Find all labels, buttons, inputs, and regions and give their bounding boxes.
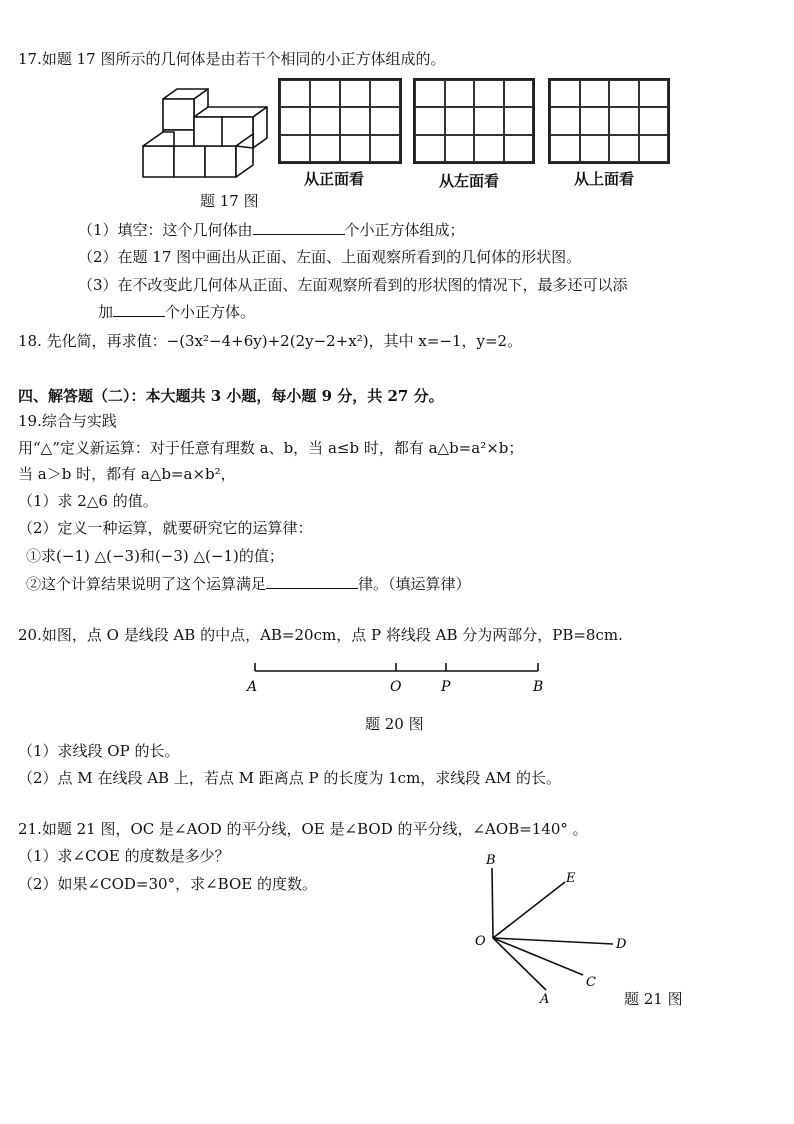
q21-label-b: B bbox=[486, 853, 496, 868]
q17-part1: （1）填空：这个几何体由 个小正方体组成； bbox=[78, 221, 465, 239]
q17-part2: （2）在题 17 图中画出从正面、左面、上面观察所看到的几何体的形状图。 bbox=[78, 248, 582, 266]
q21-part2: （2）如果∠COD=30°，求∠BOE 的度数。 bbox=[18, 875, 317, 893]
q17-answer-blank-2[interactable] bbox=[113, 302, 165, 317]
q17-part3: （3）在不改变此几何体从正面、左面观察所看到的形状图的情况下，最多还可以添 bbox=[78, 276, 628, 294]
q17-answer-blank-1[interactable] bbox=[253, 220, 345, 235]
q20-label-o: O bbox=[390, 679, 402, 695]
q21-label-o: O bbox=[475, 934, 486, 949]
q17-left-view-grid[interactable] bbox=[413, 78, 535, 164]
q17-top-view-label: 从上面看 bbox=[574, 170, 635, 188]
q21-label-e: E bbox=[566, 871, 576, 886]
q17-top-view-grid[interactable] bbox=[548, 78, 670, 164]
q20-part2: （2）点 M 在线段 AB 上，若点 M 距离点 P 的长度为 1cm，求线段 AM 的长。 bbox=[18, 769, 562, 787]
q20-label-p: P bbox=[441, 679, 451, 695]
q17-part3-cont: 加 个小正方体。 bbox=[98, 303, 256, 321]
q21-title: 21.如题 21 图，OC 是∠AOD 的平分线，OE 是∠BOD 的平分线，∠AOB=140° 。 bbox=[18, 820, 588, 838]
q17-figure-caption: 题 17 图 bbox=[200, 192, 259, 210]
q17-left-view-label: 从左面看 bbox=[439, 172, 500, 190]
q17-title: 17.如题 17 图所示的几何体是由若干个相同的小正方体组成的。 bbox=[18, 50, 446, 68]
q20-label-a: A bbox=[247, 679, 258, 695]
q19-part1: （1）求 2△6 的值。 bbox=[18, 492, 158, 510]
q19-title: 19.综合与实践 bbox=[18, 412, 117, 430]
q21-figure-caption: 题 21 图 bbox=[624, 990, 683, 1008]
q20-label-b: B bbox=[533, 679, 544, 695]
q19-part2: （2）定义一种运算，就要研究它的运算律： bbox=[18, 519, 313, 537]
q21-label-d: D bbox=[616, 937, 627, 952]
q19-line2: 当 a＞b 时，都有 a△b=a×b²， bbox=[18, 465, 236, 483]
q18-text: 18. 先化简，再求值：−(3x²−4+6y)+2(2y−2+x²)，其中 x=−1，y=2。 bbox=[18, 332, 523, 350]
q19-part2-2: ②这个计算结果说明了这个运算满足 律。（填运算律） bbox=[26, 575, 471, 593]
q21-angle-figure bbox=[470, 850, 640, 1010]
q20-segment-figure bbox=[240, 655, 550, 699]
q17-front-view-label: 从正面看 bbox=[304, 170, 365, 188]
q19-line1: 用“△”定义新运算：对于任意有理数 a、b，当 a≤b 时，都有 a△b=a²×b； bbox=[18, 439, 524, 457]
q21-label-c: C bbox=[586, 975, 596, 990]
q20-part1: （1）求线段 OP 的长。 bbox=[18, 742, 180, 760]
q21-label-a: A bbox=[540, 992, 550, 1007]
q19-part2-1: ①求(−1) △(−3)和(−3) △(−1)的值； bbox=[26, 547, 284, 565]
q20-figure-caption: 题 20 图 bbox=[365, 715, 424, 733]
q21-part1: （1）求∠COE 的度数是多少？ bbox=[18, 847, 230, 865]
q20-title: 20.如图，点 O 是线段 AB 的中点，AB=20cm，点 P 将线段 AB 分为两部分，PB=8cm. bbox=[18, 626, 623, 644]
q17-cube-figure bbox=[138, 86, 278, 182]
q17-front-view-grid[interactable] bbox=[278, 78, 402, 164]
q19-answer-blank[interactable] bbox=[266, 574, 358, 589]
section4-header: 四、解答题（二）：本大题共 3 小题，每小题 9 分，共 27 分。 bbox=[18, 387, 444, 405]
